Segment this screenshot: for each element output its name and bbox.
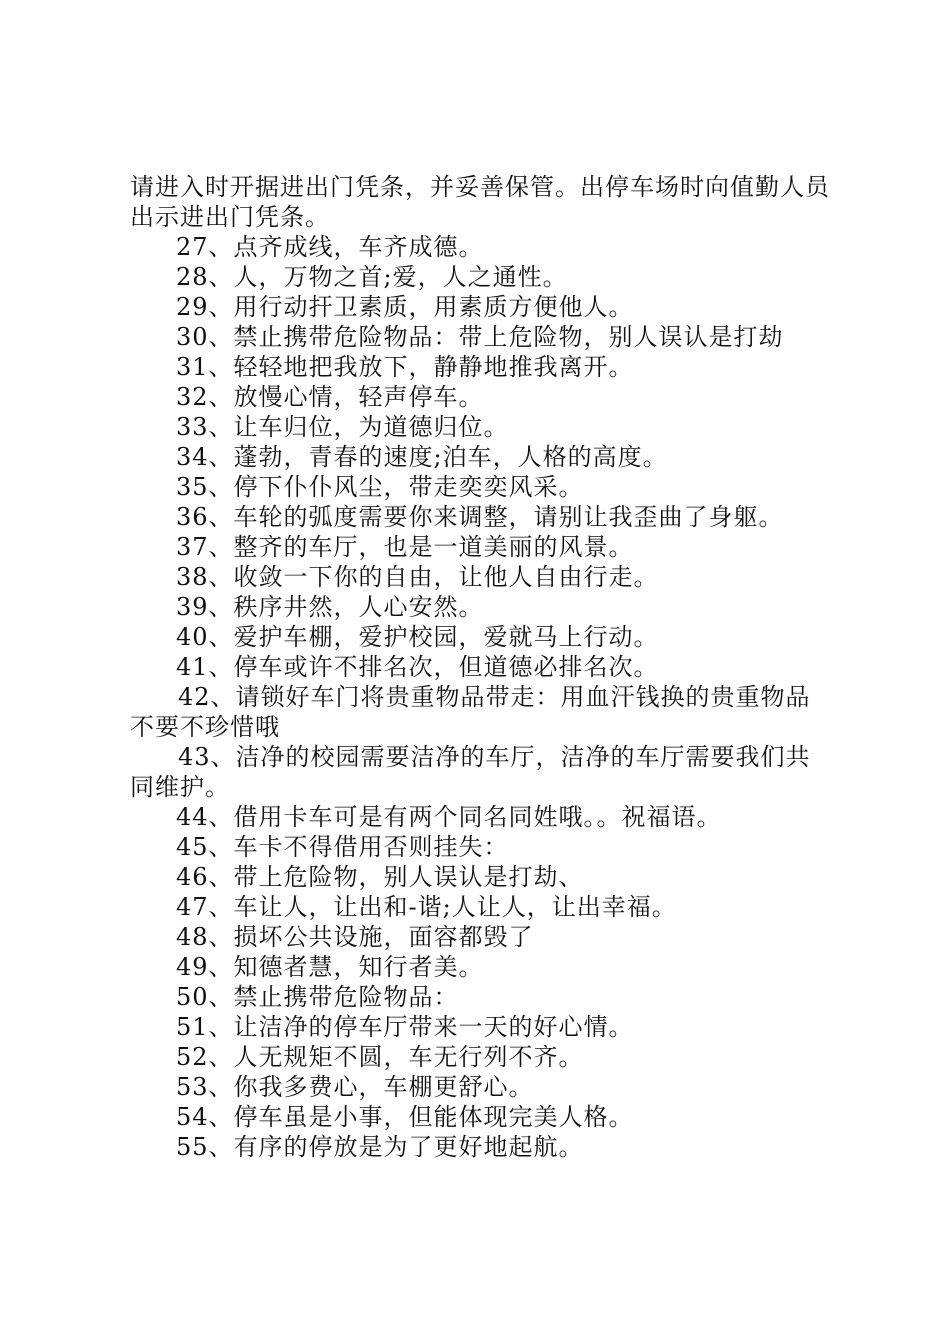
list-item: 49、知德者慧，知行者美。 [176,953,484,981]
list-item: 33、让车归位，为道德归位。 [176,413,509,441]
list-item: 40、爱护车棚，爱护校园，爱就马上行动。 [176,623,659,651]
list-item: 54、停车虽是小事，但能体现完美人格。 [176,1103,634,1131]
document-body [130,172,830,1162]
list-item: 46、带上危险物，别人误认是打劫、 [176,863,584,891]
list-item: 39、秩序井然，人心安然。 [176,593,484,621]
list-item: 48、损坏公共设施，面容都毁了 [176,923,534,951]
list-item: 53、你我多费心，车棚更舒心。 [176,1073,534,1101]
list-item: 30、禁止携带危险物品：带上危险物，别人误认是打劫 [176,323,784,351]
intro-paragraph: 请进入时开据进出门凭条，并妥善保管。出停车场时向值勤人员出示进出门凭条。 [130,173,830,231]
list-item: 44、借用卡车可是有两个同名同姓哦。。祝福语。 [176,803,722,831]
list-item: 42、请锁好车门将贵重物品带走：用血汗钱换的贵重物品不要不珍惜哦 [130,683,811,741]
list-item: 31、轻轻地把我放下，静静地推我离开。 [176,353,634,381]
list-item: 27、点齐成线，车齐成德。 [176,233,484,261]
list-item: 43、洁净的校园需要洁净的车厅，洁净的车厅需要我们共同维护。 [130,743,811,801]
list-item: 45、车卡不得借用否则挂失： [176,833,509,861]
list-item: 29、用行动扞卫素质，用素质方便他人。 [176,293,634,321]
list-item: 47、车让人，让出和-谐;人让人，让出幸福。 [176,893,677,921]
list-item: 37、整齐的车厅，也是一道美丽的风景。 [176,533,634,561]
list-item: 55、有序的停放是为了更好地起航。 [176,1133,584,1161]
list-item: 41、停车或许不排名次，但道德必排名次。 [176,653,659,681]
list-item: 51、让洁净的停车厅带来一天的好心情。 [176,1013,634,1041]
list-item: 36、车轮的弧度需要你来调整，请别让我歪曲了身躯。 [176,503,784,531]
list-item: 50、禁止携带危险物品： [176,983,459,1011]
list-item: 35、停下仆仆风尘，带走奕奕风采。 [176,473,584,501]
list-item: 32、放慢心情，轻声停车。 [176,383,484,411]
list-item: 52、人无规矩不圆，车无行列不齐。 [176,1043,584,1071]
list-item: 38、收敛一下你的自由，让他人自由行走。 [176,563,659,591]
list-item: 28、人，万物之首;爱，人之通性。 [176,263,568,291]
list-item: 34、蓬勃，青春的速度;泊车，人格的高度。 [176,443,668,471]
